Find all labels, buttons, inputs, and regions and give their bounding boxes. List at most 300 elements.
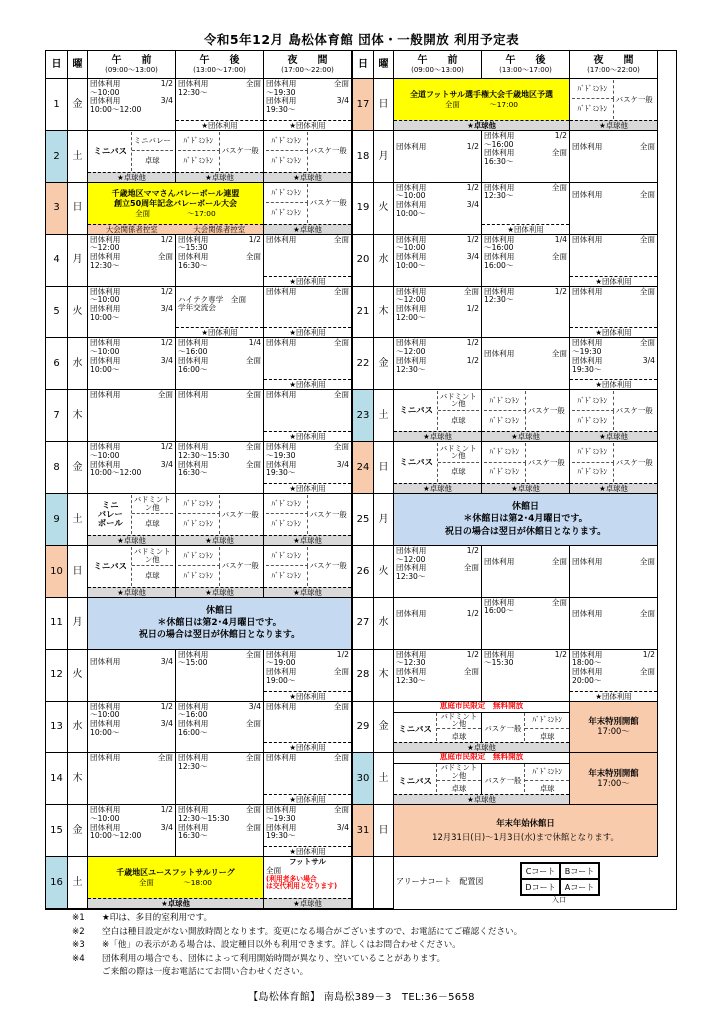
entry-time: 12:30～ xyxy=(90,260,120,270)
weekday: 金 xyxy=(68,442,88,494)
header-label: 午 前 xyxy=(417,54,458,66)
entry-text: 団体利用 xyxy=(396,303,427,313)
sports-grid xyxy=(572,391,655,430)
entry-share: 全面 xyxy=(639,234,655,244)
day-number: 11 xyxy=(46,598,68,650)
event-cell xyxy=(394,79,570,131)
entry-body xyxy=(90,754,173,763)
entry-text: 団体利用 xyxy=(484,182,515,192)
free-open-label: 恵庭市民限定 無料開放 xyxy=(394,753,569,764)
entry-share: 全面 xyxy=(551,349,567,359)
schedule-cell xyxy=(264,546,352,598)
sports-grid xyxy=(394,764,481,797)
badminton-label xyxy=(438,443,480,462)
entry-time: ～10:00 xyxy=(90,813,120,823)
entry-body xyxy=(396,547,479,582)
footer-note: ★卓球他 xyxy=(264,898,351,908)
entry-line xyxy=(396,143,479,152)
badminton-label: ﾊﾞﾄﾞﾐﾝﾄﾝ xyxy=(572,391,614,410)
entry-share: 全面 xyxy=(639,667,655,677)
entry-body xyxy=(572,191,655,200)
basuke-text: バスケ xyxy=(221,509,244,519)
note-text: ※「他」の表示がある場合は、設定種目以外も利用できます。詳しくはお問合わせください。 xyxy=(102,940,461,950)
entry-share: 全面 xyxy=(333,442,349,452)
entry-body xyxy=(396,651,479,686)
schedule-cell xyxy=(88,338,176,390)
entry-body xyxy=(266,288,349,297)
entry-share: 全面 xyxy=(333,805,349,815)
entry-share: 3/4 xyxy=(642,355,655,365)
sports-grid xyxy=(482,713,570,746)
footer-note: ★卓球他 xyxy=(264,587,351,597)
badminton-label: ﾊﾞﾄﾞﾐﾝﾄﾝ xyxy=(525,713,569,730)
entry-text: 団体利用 xyxy=(572,338,603,348)
entry-text: 団体利用 xyxy=(266,442,297,452)
note-mark: ※1 xyxy=(72,913,85,923)
footer-note: ★卓球他 xyxy=(176,587,263,597)
entry-line xyxy=(178,391,261,400)
footer-note: ★卓球他 xyxy=(394,742,569,752)
entry-text: 団体利用 xyxy=(572,234,603,244)
entry-body xyxy=(266,443,349,478)
schedule-cell xyxy=(394,287,482,339)
schedule-cell xyxy=(394,183,482,235)
futsal-note: (利用者多い場合 は交代利用となります) xyxy=(266,874,338,891)
schedule-cell xyxy=(264,79,352,131)
schedule-cell xyxy=(88,442,176,494)
entry-time: ～12:00 xyxy=(396,295,426,305)
entry-share: 全面 xyxy=(245,79,261,88)
closed-title: 休館日 xyxy=(511,502,539,513)
entry-body xyxy=(90,80,173,115)
entry-body xyxy=(484,558,567,567)
entry-text: 団体利用 xyxy=(396,286,427,296)
sports-grid xyxy=(396,391,479,430)
entry-line xyxy=(266,288,349,297)
day-number: 6 xyxy=(46,338,68,390)
schedule-cell xyxy=(264,235,352,287)
footer-note: ★団体利用 xyxy=(264,276,351,286)
entry-text: 団体利用 xyxy=(90,822,121,832)
basuke-label xyxy=(308,184,350,223)
entry-time: 19:30～ xyxy=(266,105,296,115)
day-number: 13 xyxy=(46,702,68,754)
entry-share: 全面 xyxy=(639,608,655,618)
column-header xyxy=(570,51,658,79)
note-text: 団体利用の場合でも、団体によって利用開始時間が異なり、空いていることがあります。 xyxy=(102,953,446,964)
entry-share: 1/4 xyxy=(554,234,567,244)
entry-text: 団体利用 xyxy=(90,701,121,711)
ippan-text: 一般 xyxy=(506,776,522,786)
schedule-cell xyxy=(264,494,352,546)
schedule-cell xyxy=(176,753,264,805)
entry-time: 10:00～12:00 xyxy=(90,105,142,115)
schedule-cell xyxy=(176,546,264,598)
sports-grid xyxy=(572,443,655,482)
entry-body xyxy=(178,806,261,841)
entry-line xyxy=(266,391,349,400)
sports-grid xyxy=(396,443,479,482)
badminton-text: バドミントン他 xyxy=(439,443,477,461)
entry-body xyxy=(90,288,173,323)
note-row xyxy=(72,966,662,980)
column-header xyxy=(88,51,176,79)
entry-share: 1/2 xyxy=(160,79,173,88)
entry-share: 全面 xyxy=(245,718,261,728)
sports-grid xyxy=(90,495,173,534)
entry-share: 全面 xyxy=(639,141,655,151)
footer-note: ★卓球他 xyxy=(570,431,657,441)
entry-share: 1/2 xyxy=(336,649,349,659)
badminton-label xyxy=(132,547,174,566)
weekday: 金 xyxy=(374,338,394,390)
badminton-label: ﾊﾞﾄﾞﾐﾝﾄﾝ xyxy=(178,151,220,170)
entry-time: 16:30～ xyxy=(484,157,514,167)
basuke-text: バスケ xyxy=(309,509,332,519)
note-mark: ※4 xyxy=(72,953,85,964)
schedule-cell xyxy=(176,650,264,702)
weekday: 土 xyxy=(68,131,88,183)
entry-time: ～12:00 xyxy=(90,243,120,253)
badminton-label: ﾊﾞﾄﾞﾐﾝﾄﾝ xyxy=(572,80,614,99)
entry-share: 3/4 xyxy=(336,822,349,832)
weekday: 木 xyxy=(374,287,394,339)
entry-share: 3/4 xyxy=(160,656,173,666)
court-b: Bコート xyxy=(560,863,599,879)
ippan-text: 一般 xyxy=(331,561,347,571)
schedule-cell xyxy=(570,235,658,287)
note-row xyxy=(72,926,662,940)
ippan-text: 一般 xyxy=(637,405,653,415)
ippan-text: 一般 xyxy=(331,509,347,519)
closed-notice xyxy=(394,494,658,546)
entry-body xyxy=(484,651,567,668)
footer-note: ★団体利用 xyxy=(264,379,351,389)
entrance-label: 入口 xyxy=(552,896,566,904)
weekday: 土 xyxy=(68,494,88,546)
entry-share: 1/2 xyxy=(554,286,567,296)
entry-share: 全面 xyxy=(639,556,655,566)
basuke-label xyxy=(482,713,526,746)
day-number: 3 xyxy=(46,183,68,235)
badminton-label: ﾊﾞﾄﾞﾐﾝﾄﾝ xyxy=(484,411,526,430)
entry-body xyxy=(396,184,479,219)
entry-share: 1/2 xyxy=(554,130,567,140)
entry-text: 団体利用 xyxy=(90,753,121,763)
entry-share: 全面 xyxy=(157,390,173,400)
holiday-title: 年末年始休館日 xyxy=(496,818,555,829)
schedule-cell xyxy=(176,79,264,131)
schedule-cell xyxy=(570,79,658,131)
entry-body xyxy=(178,80,261,97)
sports-grid xyxy=(178,495,261,534)
entry-share: 全面 xyxy=(639,189,655,199)
entry-text: 団体利用 xyxy=(266,649,297,659)
entry-time: ～10:00 xyxy=(90,710,120,720)
header-time: (17:00～22:00) xyxy=(587,66,640,75)
entry-text: 団体利用 xyxy=(396,252,427,262)
footer-note: ★団体利用 xyxy=(570,327,657,337)
entry-text: 団体利用 xyxy=(266,753,297,763)
entry-line xyxy=(266,236,349,245)
event-time: 全面 ～18:00 xyxy=(138,877,213,887)
basuke-text: バスケ xyxy=(615,405,638,415)
weekday: 日 xyxy=(374,805,394,857)
sports-grid xyxy=(266,547,349,586)
weekday: 日 xyxy=(68,546,88,598)
footer-note: ★卓球他 xyxy=(88,172,175,182)
badminton-label: ﾊﾞﾄﾞﾐﾝﾄﾝ xyxy=(572,411,614,430)
entry-text: 団体利用 xyxy=(266,459,297,469)
weekday: 木 xyxy=(68,753,88,805)
entry-share: 3/4 xyxy=(160,718,173,728)
court-c: Cコート xyxy=(521,863,560,879)
schedule-cell xyxy=(394,131,482,183)
day-number: 5 xyxy=(46,287,68,339)
column-header xyxy=(482,51,570,79)
badminton-text: バドミントン他 xyxy=(439,391,477,409)
entry-time: ～19:30 xyxy=(266,87,296,97)
special-time: 17:00～ xyxy=(597,777,630,788)
schedule-cell xyxy=(88,79,176,131)
entry-share: 全面 xyxy=(245,822,261,832)
entry-text: 団体利用 xyxy=(178,355,209,365)
schedule-cell xyxy=(88,753,176,805)
note-text: 空白は種目設定がない開放時間となります。変更になる場合がございますので、お電話にてご確認ください。 xyxy=(102,926,523,937)
entry-line xyxy=(572,610,655,619)
entry-text: 団体利用 xyxy=(90,805,121,815)
day-number: 14 xyxy=(46,753,68,805)
event-time: 全面 ～17:00 xyxy=(135,208,216,218)
footer-note: ★団体利用 xyxy=(482,224,569,234)
entry-text: 団体利用 xyxy=(572,667,603,677)
entry-body xyxy=(396,288,479,323)
basuke-label xyxy=(526,391,568,430)
minibasu-label: ミニバス xyxy=(394,764,437,797)
sports-grid xyxy=(178,547,261,586)
day-number: 29 xyxy=(352,702,374,754)
badminton-label: ﾊﾞﾄﾞﾐﾝﾄﾝ xyxy=(484,463,526,482)
special-open xyxy=(570,702,658,754)
notes xyxy=(72,912,662,980)
entry-body xyxy=(484,350,567,359)
entry-body xyxy=(178,391,261,400)
basuke-label xyxy=(308,547,350,586)
schedule-cell xyxy=(570,598,658,650)
entry-share: 3/4 xyxy=(336,96,349,106)
entry-time: 12:30～ xyxy=(178,87,208,97)
header-label: 曜 xyxy=(378,58,389,70)
entry-text: 団体利用 xyxy=(90,459,121,469)
entry-time: 16:30～ xyxy=(178,831,208,841)
entry-text: 団体利用 xyxy=(178,459,209,469)
room-text: 大会関係者控室 xyxy=(105,224,158,234)
entry-text: 団体利用 xyxy=(178,79,209,88)
basuke-label xyxy=(220,132,262,171)
holiday-notice xyxy=(394,805,658,857)
entry-share: 3/4 xyxy=(248,701,261,711)
badminton-label: ﾊﾞﾄﾞﾐﾝﾄﾝ xyxy=(484,391,526,410)
header-label: 曜 xyxy=(72,58,83,70)
event-title: 千歳地区ママさんバレーボール連盟 創立50周年記念バレーボール大会 xyxy=(111,188,240,208)
entry-share: 1/2 xyxy=(642,649,655,659)
entry-text: 団体利用 xyxy=(396,234,427,244)
ippan-text: 一般 xyxy=(331,198,347,208)
entry-time: ～15:30 xyxy=(484,658,514,668)
schedule-cell xyxy=(176,805,264,857)
entry-time: 19:30～ xyxy=(572,364,602,374)
entry-text: 団体利用 xyxy=(178,805,209,815)
schedule-cell xyxy=(482,442,570,494)
entry-time: 10:00～ xyxy=(90,364,120,374)
contact-info: 【島松体育館】 南島松389－3 TEL:36－5658 xyxy=(248,992,475,1003)
entry-line xyxy=(484,350,567,359)
schedule-cell xyxy=(482,287,570,339)
event-time: 全面 ～17:00 xyxy=(444,99,519,109)
entry-body xyxy=(90,339,173,374)
empty-cell xyxy=(352,857,374,909)
room-text: 大会関係者控室 xyxy=(193,224,246,234)
schedule-cell xyxy=(176,235,264,287)
schedule-cell xyxy=(176,702,264,754)
header-label: 夜 間 xyxy=(287,54,328,66)
note-mark: ※3 xyxy=(72,940,85,950)
entry-time: 19:00～ xyxy=(266,675,296,685)
schedule-cell xyxy=(88,390,176,442)
entry-text: 団体利用 xyxy=(266,701,297,711)
basuke-label xyxy=(526,443,568,482)
entry-text: 団体利用 xyxy=(572,286,603,296)
schedule-cell xyxy=(264,287,352,339)
schedule-cell xyxy=(88,235,176,287)
entry-text: 団体利用 xyxy=(266,79,297,88)
entry-time: ～19:30 xyxy=(572,347,602,357)
entry-time: 10:00～12:00 xyxy=(90,831,142,841)
entry-time: ～19:00 xyxy=(266,658,296,668)
sports-grid xyxy=(90,547,173,586)
minibasu-label: ミニバス xyxy=(396,391,438,430)
basuke-text: バスケ xyxy=(615,94,638,104)
note-mark: ※2 xyxy=(72,926,85,937)
entry-body xyxy=(90,443,173,478)
entry-text: 団体利用 xyxy=(266,96,297,106)
footer-note: ★団体利用 xyxy=(176,120,263,130)
day-number: 12 xyxy=(46,650,68,702)
note-row xyxy=(72,939,662,953)
entry-share: 全面 xyxy=(245,390,261,400)
entry-text: 団体利用 xyxy=(178,753,209,763)
weekday: 月 xyxy=(68,598,88,650)
entry-share: 全面 xyxy=(333,338,349,348)
column-header xyxy=(68,51,88,79)
entry-share: 全面 xyxy=(333,753,349,763)
entry-share: 3/4 xyxy=(160,96,173,106)
entry-body xyxy=(178,339,261,374)
takkyu-label: 卓球 xyxy=(450,415,466,425)
day-number: 22 xyxy=(352,338,374,390)
entry-share: 全面 xyxy=(551,252,567,262)
weekday: 火 xyxy=(374,183,394,235)
schedule-cell xyxy=(394,338,482,390)
basuke-text: バスケ xyxy=(309,146,332,156)
entry-share: 全面 xyxy=(463,563,479,573)
header-time: (13:00～17:00) xyxy=(499,66,552,75)
takkyu-label: 卓球 xyxy=(144,571,160,581)
special-time: 17:00～ xyxy=(597,725,630,736)
weekday: 火 xyxy=(68,650,88,702)
basuke-label xyxy=(220,495,262,534)
note-mark xyxy=(72,966,102,980)
ippan-text: 一般 xyxy=(549,405,565,415)
entry-time: ～10:00 xyxy=(396,191,426,201)
schedule-cell xyxy=(88,287,176,339)
entry-text: 団体利用 xyxy=(90,355,121,365)
entry-text: 団体利用 xyxy=(90,390,121,400)
closed-line: 祝日の場合は翌日が休館日となります。 xyxy=(444,526,607,537)
schedule-cell xyxy=(88,494,176,546)
day-number: 15 xyxy=(46,805,68,857)
special-cell xyxy=(394,753,570,805)
event-title: 全道フットサル選手権大会千歳地区予選 xyxy=(409,89,554,99)
ippan-text: 一般 xyxy=(243,146,259,156)
entry-share: 全面 xyxy=(333,286,349,296)
entry-line xyxy=(572,191,655,200)
weekday: 木 xyxy=(68,390,88,442)
schedule-cell xyxy=(88,546,176,598)
entry-text: 団体利用 xyxy=(90,718,121,728)
badminton-label: ﾊﾞﾄﾞﾐﾝﾄﾝ xyxy=(266,514,308,533)
entry-text: 団体利用 xyxy=(572,189,603,199)
entry-share: 全面 xyxy=(463,667,479,677)
entry-share: 全面 xyxy=(245,649,261,659)
header-time: (13:00～17:00) xyxy=(193,66,246,75)
badminton-label: ﾊﾞﾄﾞﾐﾝﾄﾝ xyxy=(484,443,526,462)
entry-text: 団体利用 xyxy=(484,349,515,359)
entry-time: 16:00～ xyxy=(178,727,208,737)
court-legend xyxy=(396,862,608,904)
event-title: 千歳地区ユースフットサルリーグ xyxy=(116,867,235,877)
entry-time: ～16:00 xyxy=(484,243,514,253)
entry-share: 1/2 xyxy=(160,805,173,815)
special-body xyxy=(394,713,569,743)
entry-line xyxy=(572,288,655,297)
schedule-cell xyxy=(264,857,352,909)
entry-text: 団体利用 xyxy=(572,355,603,365)
entry-share: 全面 xyxy=(551,597,567,607)
sports-grid xyxy=(572,80,655,119)
minivolley-label: ミニバレー xyxy=(132,132,174,151)
ippan-text: 一般 xyxy=(331,146,347,156)
ippan-text: 一般 xyxy=(549,457,565,467)
header-time: (09:00～13:00) xyxy=(411,66,464,75)
day-number: 26 xyxy=(352,546,374,598)
entry-text: 団体利用 xyxy=(90,338,121,348)
basuke-text: バスケ xyxy=(615,457,638,467)
sports-grid xyxy=(178,132,261,171)
schedule-cell xyxy=(88,131,176,183)
entry-line xyxy=(90,391,173,400)
entry-share: 1/2 xyxy=(466,303,479,313)
entry-body xyxy=(572,651,655,686)
entry-time: 12:30～ xyxy=(178,762,208,772)
footer-note: ★卓球他 xyxy=(264,224,351,234)
entry-text: 団体利用 xyxy=(266,805,297,815)
entry-share: 1/2 xyxy=(160,286,173,296)
entry-text: 団体利用 xyxy=(266,822,297,832)
day-number: 7 xyxy=(46,390,68,442)
basuke-text: バスケ xyxy=(527,457,550,467)
entry-text: 団体利用 xyxy=(484,556,515,566)
